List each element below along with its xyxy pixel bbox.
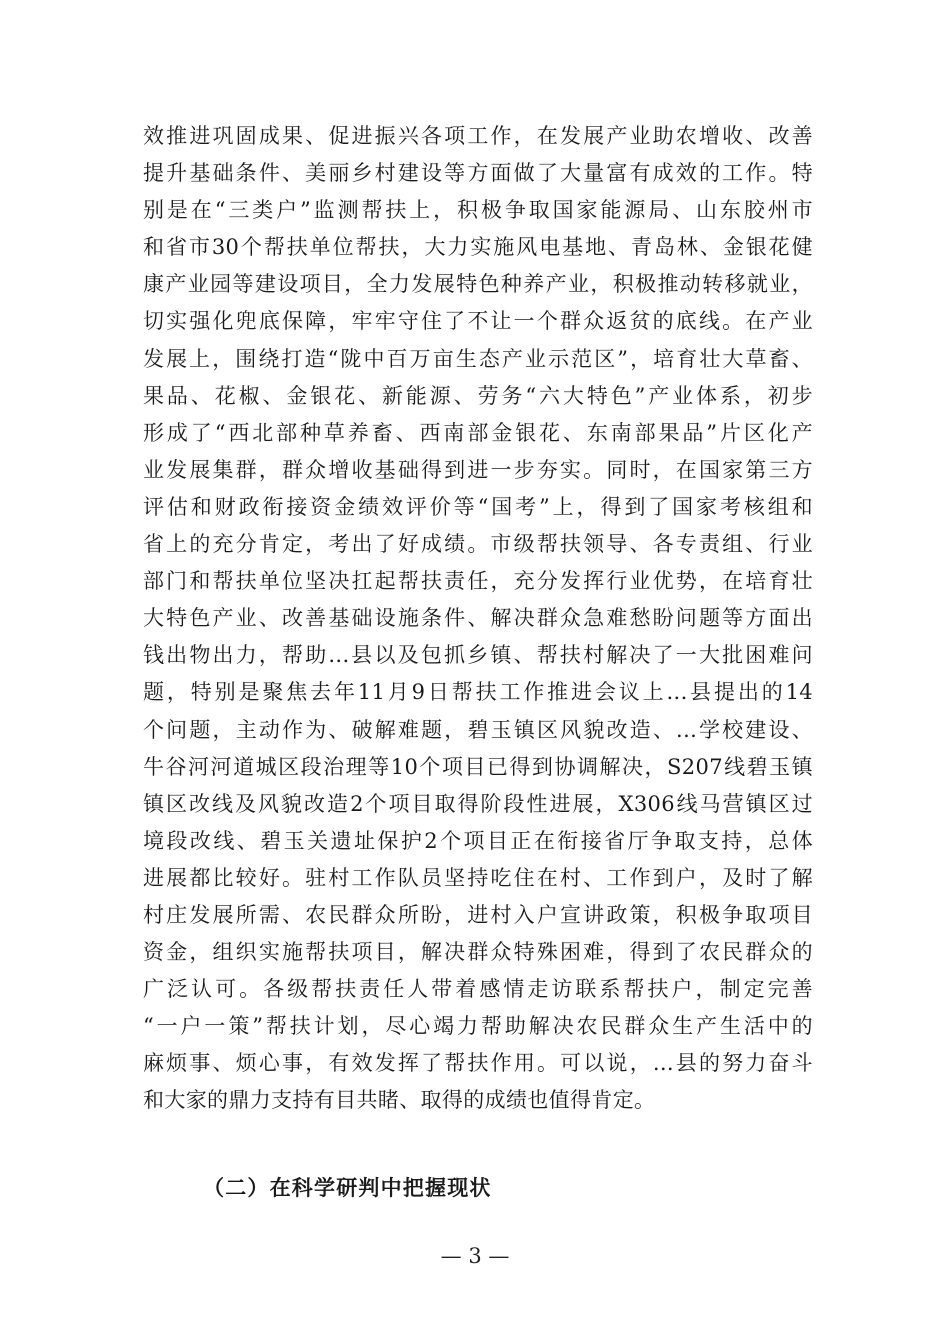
paragraph-line: 村庄发展所需、农民群众所盼，进村入户宣讲政策，积极争取项目	[143, 902, 813, 927]
paragraph-line: 评估和财政衔接资金绩效评价等“国考”上，得到了国家考核组和	[143, 494, 813, 519]
section-heading: （二）在科学研判中把握现状	[203, 1175, 492, 1200]
paragraph-line: 提升基础条件、美丽乡村建设等方面做了大量富有成效的工作。特	[143, 161, 813, 186]
paragraph-line: 和省市30个帮扶单位帮扶，大力实施风电基地、青岛林、金银花健	[143, 235, 813, 260]
paragraph-line: 部门和帮扶单位坚决扛起帮扶责任，充分发挥行业优势，在培育壮	[143, 569, 813, 594]
paragraph-line: 境段改线、碧玉关遗址保护2个项目正在衔接省厅争取支持，总体	[143, 828, 813, 853]
body-paragraph	[143, 118, 813, 1120]
paragraph-line: 业发展集群，群众增收基础得到进一步夯实。同时，在国家第三方	[143, 457, 813, 482]
paragraph-line: 省上的充分肯定，考出了好成绩。市级帮扶领导、各专责组、行业	[143, 532, 813, 557]
paragraph-line: 麻烦事、烦心事，有效发挥了帮扶作用。可以说，...县的努力奋斗	[143, 1051, 813, 1076]
paragraph-line: 别是在“三类户”监测帮扶上，积极争取国家能源局、山东胶州市	[143, 198, 813, 223]
paragraph-line: 广泛认可。各级帮扶责任人带着感情走访联系帮扶户，制定完善	[143, 977, 813, 1002]
paragraph-line: 题，特别是聚焦去年11月9日帮扶工作推进会议上...县提出的14	[143, 680, 813, 705]
paragraph-line: “一户一策”帮扶计划，尽心竭力帮助解决农民群众生产生活中的	[143, 1014, 813, 1039]
paragraph-line: 果品、花椒、金银花、新能源、劳务“六大特色”产业体系，初步	[143, 383, 813, 408]
paragraph-line: 资金，组织实施帮扶项目，解决群众特殊困难，得到了农民群众的	[143, 940, 813, 965]
paragraph-line: 效推进巩固成果、促进振兴各项工作，在发展产业助农增收、改善	[143, 124, 813, 148]
paragraph-line: 进展都比较好。驻村工作队员坚持吃住在村、工作到户，及时了解	[143, 865, 813, 890]
paragraph-line: 钱出物出力，帮助...县以及包抓乡镇、帮扶村解决了一大批困难问	[143, 643, 813, 668]
paragraph-line: 个问题，主动作为、破解难题，碧玉镇区风貌改造、...学校建设、	[143, 717, 813, 742]
paragraph-line: 大特色产业、改善基础设施条件、解决群众急难愁盼问题等方面出	[143, 606, 813, 631]
paragraph-line: 康产业园等建设项目，全力发展特色种养产业，积极推动转移就业，	[143, 272, 813, 297]
page-number: — 3 —	[440, 1244, 510, 1268]
paragraph-line-last: 和大家的鼎力支持有目共睹、取得的成绩也值得肯定。	[143, 1088, 656, 1113]
paragraph-line: 形成了“西北部种草养畜、西南部金银花、东南部果品”片区化产	[143, 420, 813, 445]
paragraph-line: 发展上，围绕打造“陇中百万亩生态产业示范区”，培育壮大草畜、	[143, 346, 813, 371]
paragraph-line: 切实强化兜底保障，牢牢守住了不让一个群众返贫的底线。在产业	[143, 309, 813, 334]
paragraph-line: 牛谷河河道城区段治理等10个项目已得到协调解决，S207线碧玉镇	[143, 754, 813, 779]
paragraph-line: 镇区改线及风貌改造2个项目取得阶段性进展，X306线马营镇区过	[143, 791, 813, 816]
